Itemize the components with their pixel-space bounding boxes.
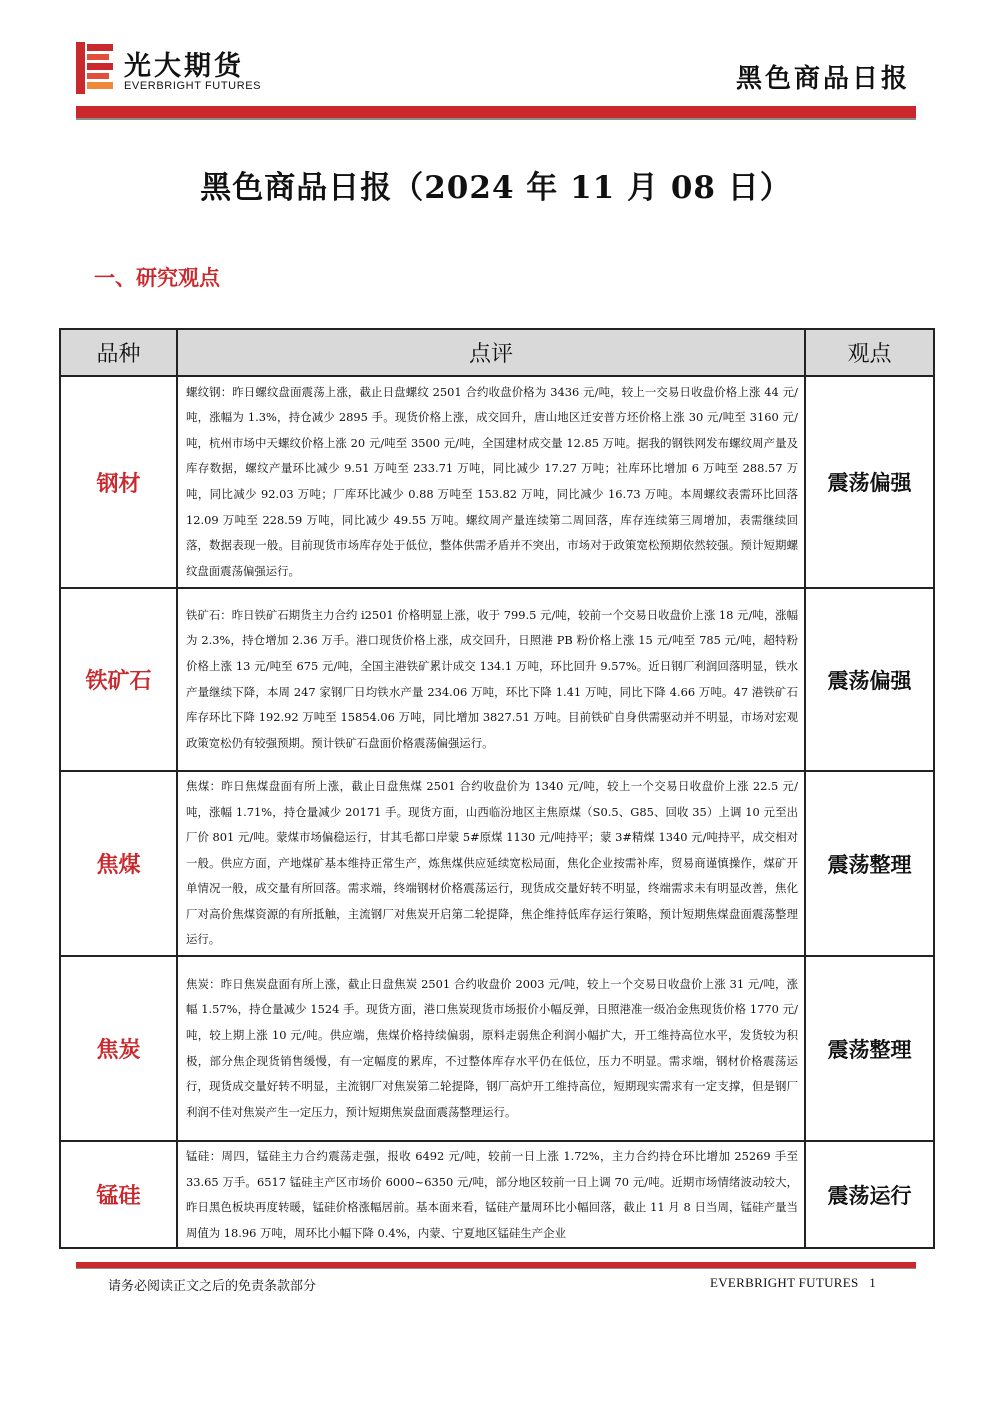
footer-disclaimer: 请务必阅读正文之后的免责条款部分 xyxy=(108,1279,317,1294)
table-row xyxy=(60,771,934,956)
variety-cell: 焦煤 xyxy=(60,771,177,956)
logo-english-name: EVERBRIGHT FUTURES xyxy=(124,80,262,92)
table-row xyxy=(60,1141,934,1248)
section-title: 一、研究观点 xyxy=(94,265,220,290)
table-header-row xyxy=(60,329,934,376)
variety-cell: 锰硅 xyxy=(60,1141,177,1248)
table-row xyxy=(60,588,934,771)
header-divider xyxy=(76,106,916,120)
variety-cell: 焦炭 xyxy=(60,956,177,1141)
header-variety: 品种 xyxy=(60,329,177,376)
report-name-header: 黑色商品日报 xyxy=(735,64,910,94)
view-cell: 震荡整理 xyxy=(805,956,934,1141)
page-number: 1 xyxy=(869,1275,876,1290)
comment-cell: 铁矿石：昨日铁矿石期货主力合约 i2501 价格明显上涨，收于 799.5 元/吨，较前一个交易日收盘价上涨 18 元/吨，涨幅为 2.3%，持仓增加 2.36 万手。港口现货价格上涨，成交回升，日照港 PB 粉价格上涨 15 元/吨至 785 元/吨，超特粉价格上涨 13 元/吨至 675 元/吨，全国主港铁矿累计成交 134.1 万吨，环比回升 9.57%。近日钢厂利润回落明显，铁水产量继续下降，本周 247 家钢厂日均铁水产量 234.06 万吨，环比下降 1.41 万吨，同比下降 4.66 万吨。47 港铁矿石库存环比下降 192.92 万吨至 15854.06 万吨，同比增加 3827.51 万吨。目前铁矿自身供需驱动并不明显，市场对宏观政策宽松仍有较强预期。预计铁矿石盘面价格震荡偏强运行。 xyxy=(177,588,805,771)
logo-chinese-name: 光大期货 xyxy=(124,51,244,82)
view-cell: 震荡偏强 xyxy=(805,376,934,588)
research-views-table xyxy=(59,328,935,1249)
comment-cell-truncated xyxy=(177,1141,805,1248)
variety-cell: 铁矿石 xyxy=(60,588,177,771)
header-comment: 点评 xyxy=(177,329,805,376)
view-cell: 震荡偏强 xyxy=(805,588,934,771)
footer-brand-page xyxy=(710,1275,876,1291)
footer-divider xyxy=(76,1262,916,1268)
comment-text: 锰硅：周四，锰硅主力合约震荡走强，报收 6492 元/吨，较前一日上涨 1.72%，主力合约持仓环比增加 25269 手至 33.65 万手。6517 锰硅主产区市场价 6000~6350 元/吨，部分地区较前一日上调 70 元/吨。近期市场情绪波动较大，昨日黑色板块再度转暖，锰硅价格涨幅居前。基本面来看，锰硅产量周环比小幅回落，截止 11 月 8 日当周，锰硅产量当周值为 18.96 万吨，周环比小幅下降 0.4%，内蒙、宁夏地区锰硅生产企业 xyxy=(186,1149,798,1240)
comment-clip xyxy=(186,1143,798,1246)
footer-brand: EVERBRIGHT FUTURES xyxy=(709,1275,859,1290)
view-cell: 震荡运行 xyxy=(805,1141,934,1248)
comment-cell: 焦炭：昨日焦炭盘面有所上涨，截止日盘焦炭 2501 合约收盘价 2003 元/吨，较上一个交易日收盘价上涨 31 元/吨，涨幅 1.57%，持仓量减少 1524 手。现货方面，港口焦炭现货市场报价小幅反弹，日照港准一级冶金焦现货价格 1770 元/吨，较上期上涨 10 元/吨。供应端，焦煤价格持续偏弱，原料走弱焦企利润小幅扩大，开工维持高位水平，发货较为积极，部分焦企现货销售缓慢，有一定幅度的累库，不过整体库存水平仍在低位，压力不明显。需求端，钢材价格震荡运行，现货成交量好转不明显，主流钢厂对焦炭第二轮提降，钢厂高炉开工维持高位，短期现实需求有一定支撑，但是钢厂利润不佳对焦炭产生一定压力，预计短期焦炭盘面震荡整理运行。 xyxy=(177,956,805,1141)
comment-cell: 焦煤：昨日焦煤盘面有所上涨，截止日盘焦煤 2501 合约收盘价为 1340 元/吨，较上一个交易日收盘价上涨 22.5 元/吨，涨幅 1.71%，持仓量减少 20171 手。现货方面，山西临汾地区主焦原煤（S0.5、G85、回收 35）上调 10 元至出厂价 801 元/吨。蒙煤市场偏稳运行，甘其毛都口岸蒙 5#原煤 1130 元/吨持平；蒙 3#精煤 1340 元/吨持平，成交相对一般。供应方面，产地煤矿基本维持正常生产，炼焦煤供应延续宽松局面，焦化企业按需补库，贸易商谨慎操作，煤矿开单情况一般，成交量有所回落。需求端，终端钢材价格震荡运行，现货成交量好转不明显，终端需求未有明显改善，焦化厂对高价焦煤资源的有所抵触，主流钢厂对焦炭开启第二轮提降，焦企维持低库存运行策略，预计短期焦煤盘面震荡整理运行。 xyxy=(177,771,805,956)
header-view: 观点 xyxy=(805,329,934,376)
variety-cell: 钢材 xyxy=(60,376,177,588)
table-row xyxy=(60,376,934,588)
table-row xyxy=(60,956,934,1141)
view-cell: 震荡整理 xyxy=(805,771,934,956)
everbright-logo-icon xyxy=(76,42,116,94)
company-logo xyxy=(76,42,296,98)
comment-cell: 螺纹钢：昨日螺纹盘面震荡上涨，截止日盘螺纹 2501 合约收盘价格为 3436 元/吨，较上一交易日收盘价格上涨 44 元/吨，涨幅为 1.3%，持仓减少 2895 手。现货价格上涨，成交回升，唐山地区迁安普方坯价格上涨 30 元/吨至 3160 元/吨，杭州市场中天螺纹价格上涨 20 元/吨至 3500 元/吨，全国建材成交量 12.85 万吨。据我的钢铁网发布螺纹周产量及库存数据，螺纹产量环比减少 9.51 万吨至 233.71 万吨，同比减少 17.27 万吨；社库环比增加 6 万吨至 288.57 万吨，同比减少 92.03 万吨；厂库环比减少 0.88 万吨至 153.82 万吨，同比减少 16.73 万吨。本周螺纹表需环比回落 12.09 万吨至 228.59 万吨，同比减少 49.55 万吨。螺纹周产量连续第二周回落，库存连续第三周增加，表需继续回落，数据表现一般。目前现货市场库存处于低位，整体供需矛盾并不突出，市场对于政策宽松预期依然较强。预计短期螺纹盘面震荡偏强运行。 xyxy=(177,376,805,588)
document-title: 黑色商品日报（2024 年 11 月 08 日） xyxy=(200,170,792,206)
